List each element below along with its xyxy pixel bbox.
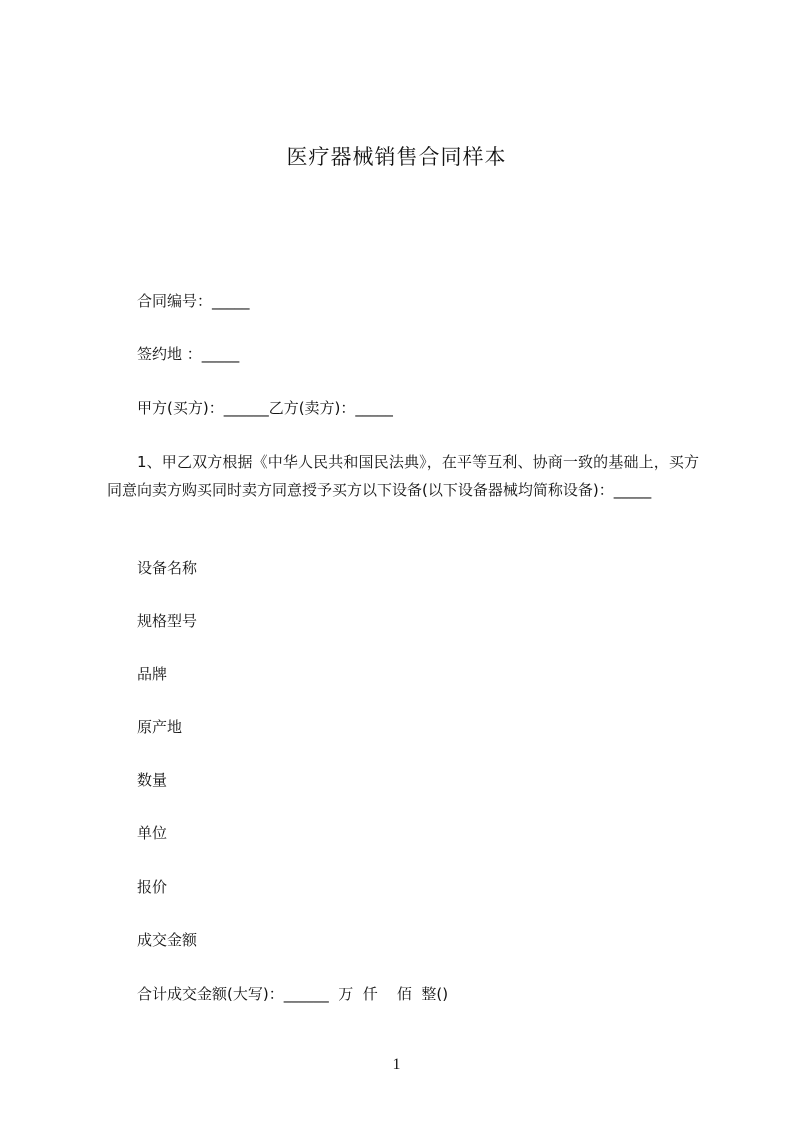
equipment-price-label: 报价 — [137, 878, 168, 896]
equipment-model-label: 规格型号 — [137, 612, 198, 630]
parties-line: 甲方(买方)：______乙方(卖方)：_____ — [137, 399, 393, 417]
total-amount-line: 合计成交金额(大写)：______ 万 仟 佰 整() — [137, 985, 449, 1003]
equipment-amount-label: 成交金额 — [137, 931, 198, 949]
equipment-origin-label: 原产地 — [137, 718, 183, 736]
clause-1-paragraph: 1、甲乙双方根据《中华人民共和国民法典》，在平等互利、协商一致的基础上，买方同意向卖方购买同时卖方同意授予买方以下设备(以下设备器械均简称设备)：_____ — [107, 453, 699, 499]
page-number: 1 — [392, 1056, 401, 1073]
equipment-brand-label: 品牌 — [137, 665, 168, 683]
signing-place-line: 签约地 ：_____ — [137, 345, 240, 363]
contract-number-line: 合同编号：_____ — [137, 292, 250, 310]
equipment-unit-label: 单位 — [137, 824, 168, 842]
equipment-quantity-label: 数量 — [137, 771, 168, 789]
equipment-name-label: 设备名称 — [137, 559, 198, 577]
document-title: 医疗器械销售合同样本 — [286, 145, 507, 169]
